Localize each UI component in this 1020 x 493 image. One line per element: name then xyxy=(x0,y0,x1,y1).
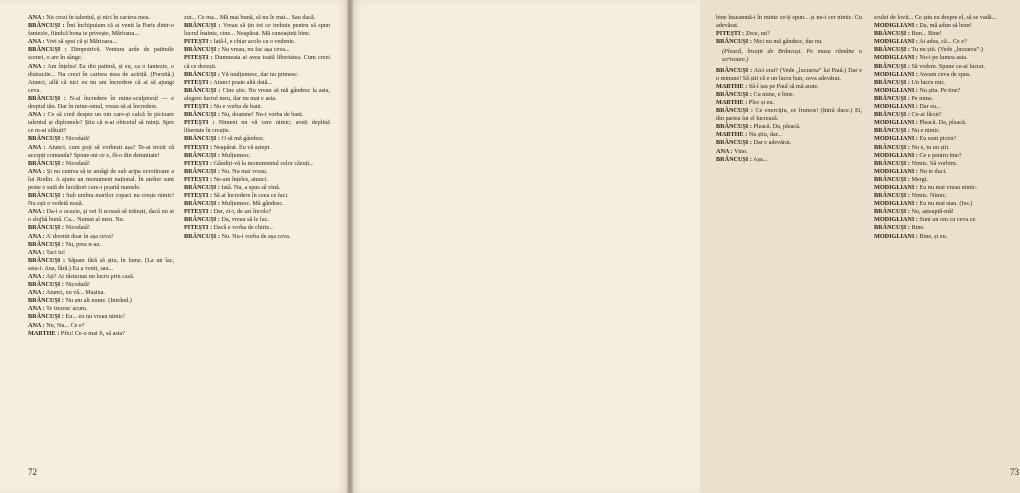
dialogue-line xyxy=(716,14,862,30)
dialogue-line xyxy=(874,160,1020,168)
dialogue-text: Iată-l, e chiar acolo ca o vedenie. xyxy=(213,38,296,46)
speaker-name: PITEȘTI : xyxy=(184,192,213,200)
dialogue-text: Ați? Ai răsturnat un lucru prin casă. xyxy=(45,273,135,280)
speaker-name: BRÂNCUȘI : xyxy=(184,111,220,119)
dialogue-text: Nicodată! xyxy=(65,281,90,289)
speaker-name: ANA : xyxy=(28,14,45,21)
speaker-name: ANA : xyxy=(716,147,733,155)
speaker-name: BRÂNCUȘI : xyxy=(874,111,910,119)
dialogue-line xyxy=(28,168,174,192)
dialogue-text: Da-i o ocazie, și vei fi scoasă să trăiești, dacă nu ai o slujbă bună. Ca... Numai al meu. Nu. xyxy=(28,208,175,224)
dialogue-text: Nu e vorba de bani. xyxy=(213,103,263,111)
dialogue-line xyxy=(184,168,330,176)
speaker-name: BRÂNCUȘI : xyxy=(716,90,752,98)
dialogue-line xyxy=(716,67,862,83)
dialogue-text: Îmi închipuiam că ai venit la Paris dintr-o fantezie, fiindcă bona te privește, Mărioara... xyxy=(28,22,175,38)
dialogue-text: Aveam ceva de spus. xyxy=(919,70,971,78)
speaker-name: BRÂNCUȘI : xyxy=(874,127,910,135)
speaker-name: BRÂNCUȘI : xyxy=(28,240,64,248)
dialogue-text: Nu te duci. xyxy=(919,167,947,175)
speaker-name: ANA : xyxy=(28,111,46,119)
speaker-name: BRÂNCUȘI : xyxy=(184,183,220,191)
dialogue-text: Mulțumesc. Mă gândesc. xyxy=(221,200,284,208)
speaker-name: PITEȘTI : xyxy=(184,119,215,127)
speaker-name: BRÂNCUȘI : xyxy=(28,313,64,321)
dialogue-text: Nicodată! xyxy=(65,224,90,232)
dialogue-line xyxy=(28,111,174,135)
dialogue-text: Ce exercițiu, ce frumos! (Intră duce.) Ei, din partea lui el lucrează. xyxy=(716,107,862,123)
dialogue-line xyxy=(28,330,174,338)
dialogue-line xyxy=(28,135,174,143)
dialogue-line xyxy=(28,95,174,111)
speaker-name: ANA : xyxy=(28,62,46,70)
speaker-name: ANA : xyxy=(28,305,45,313)
dialogue-text: Aici erai? (Vede „lucrarea” lui Paul.) Dar e o minune! Să știi că e un lucru bun, ceva adevărat. xyxy=(716,66,862,82)
dialogue-text: Nu am alt nume. (Intrând.) xyxy=(65,297,132,305)
dialogue-text: Așa... xyxy=(753,155,768,163)
dialogue-text: Nicodată! xyxy=(65,135,90,143)
dialogue-line xyxy=(184,135,330,143)
dialogue-text: Nu-i pe lumea asta. xyxy=(919,54,968,62)
right-page xyxy=(350,0,1019,493)
dialogue-line xyxy=(184,87,330,103)
book-gutter xyxy=(347,0,353,493)
speaker-name: BRÂNCUȘI : xyxy=(184,22,221,30)
dialogue-text: Vrei să spui că și Mărioara... xyxy=(46,38,117,46)
dialogue-line xyxy=(874,208,1020,216)
dialogue-text: Ai adus, că... Ce e? xyxy=(919,38,967,46)
speaker-name: BRÂNCUȘI : xyxy=(716,123,752,131)
dialogue-text: Da, mă adun să bem! xyxy=(919,22,972,30)
speaker-name: PITEȘTI : xyxy=(184,54,213,62)
dialogue-text: Mulțumesc. xyxy=(221,151,251,159)
dialogue-text: Da, vreau să le fac. xyxy=(221,216,269,224)
dialogue-text: Atunci, eu vă... Mașina. xyxy=(45,289,106,297)
dialogue-line xyxy=(874,103,1020,111)
speaker-name: BRÂNCUȘI : xyxy=(184,216,220,224)
speaker-name: BRÂNCUȘI : xyxy=(28,192,65,200)
speaker-name: BRÂNCUȘI : xyxy=(28,46,67,54)
dialogue-text: Dar eu... xyxy=(919,103,941,111)
dialogue-line xyxy=(874,233,1020,241)
speaker-name: MODIGLIANI : xyxy=(874,151,918,159)
speaker-name: BRÂNCUȘI : xyxy=(716,107,753,115)
dialogue-line xyxy=(716,48,862,64)
dialogue-line xyxy=(184,200,330,208)
dialogue-text: Ce să cred despre un om care-și calcă în picioare talentul și diplomele? Știu că n-ai obiceiul să minți. Spre ce m-ai sfătuit? xyxy=(28,111,174,135)
dialogue-text: Vreau să țin tot ce trebuie pentru să spun lucrul înainte, cine... Neapărat. Mă cunoașteți bine. xyxy=(184,22,330,38)
dialogue-text: Nimic. Nimic. xyxy=(911,192,948,200)
dialogue-text: Nu crezi în talentul, și nici în cariera mea. xyxy=(46,14,150,21)
dialogue-line xyxy=(874,111,1020,119)
speaker-name: BRÂNCUȘI : xyxy=(716,66,753,74)
speaker-name: MODIGLIANI : xyxy=(874,200,918,208)
dialogue-text: sculei de lovit... Ce știu eu despre el, să se vadă... xyxy=(874,14,997,21)
dialogue-text: N-ai încredere în mine-sculptorul — e dreptul tău. Dar în mine-omul, vreau să ai încredere. xyxy=(28,94,174,111)
speaker-name: BRÂNCUȘI : xyxy=(874,78,910,86)
dialogue-text: Zece, nu? xyxy=(745,30,770,38)
speaker-name: BRÂNCUȘI : xyxy=(28,22,65,30)
dialogue-text: Bine, și eu. xyxy=(919,232,948,240)
speaker-name: BRÂNCUȘI : xyxy=(184,200,220,208)
dialogue-text: Dar, zi-i, de azi încolo? xyxy=(213,208,272,216)
dialogue-text: Pleacă. Da, pleacă. xyxy=(753,123,801,131)
dialogue-text: Eu sunt pictor! xyxy=(919,135,957,143)
dialogue-text: Eu nu mai stau. (Ies.) xyxy=(919,200,973,208)
speaker-name: BRÂNCUȘI : xyxy=(874,94,910,102)
dialogue-line xyxy=(874,152,1020,160)
dialogue-text: Dacă e vorba de chirie... xyxy=(213,224,274,232)
dialogue-line xyxy=(28,224,174,232)
dialogue-line xyxy=(28,281,174,289)
speaker-name: MODIGLIANI : xyxy=(874,70,918,78)
dialogue-line xyxy=(184,103,330,111)
dialogue-line xyxy=(184,216,330,224)
dialogue-line xyxy=(716,38,862,46)
dialogue-text: Ce-ai făcut? xyxy=(911,111,942,119)
dialogue-text: Cu mine, e bine. xyxy=(753,90,795,98)
dialogue-text: Am înțeles! Ea din patimă, și eu, ca o fantezie, o distractie... Nu crezi în cariera mea de actriță. (Pornită.) Atunci, află că nici eu nu am încredere că ai să ajungi ceva. xyxy=(28,62,174,94)
dialogue-line xyxy=(716,156,862,164)
speaker-name: BRÂNCUȘI : xyxy=(184,151,220,159)
dialogue-line xyxy=(28,14,174,22)
left-page xyxy=(0,0,350,493)
dialogue-line xyxy=(28,241,174,249)
dialogue-line xyxy=(716,99,862,107)
speaker-name: BRÂNCUȘI : xyxy=(28,256,66,264)
dialogue-text: bine înseamnă-i în minte ce-ți spun... și nu-i cer nimic. Cu adevărat. xyxy=(716,14,862,30)
speaker-name: MARTHE : xyxy=(716,98,748,106)
dialogue-line xyxy=(716,107,862,123)
dialogue-line xyxy=(28,313,174,321)
speaker-name: BRÂNCUȘI : xyxy=(874,224,910,232)
dialogue-line xyxy=(874,168,1020,176)
speaker-name: BRÂNCUȘI : xyxy=(184,135,220,143)
dialogue-line xyxy=(184,46,330,54)
speaker-name: MODIGLIANI : xyxy=(874,232,918,240)
dialogue-line xyxy=(184,160,330,168)
dialogue-line xyxy=(874,14,1020,22)
dialogue-line xyxy=(28,63,174,95)
dialogue-line xyxy=(874,144,1020,152)
dialogue-text: Pfiu! Ce-o mai fi, să asta? xyxy=(60,329,126,337)
dialogue-text: Atunci poate altă dată... xyxy=(213,78,273,86)
dialogue-line xyxy=(874,192,1020,200)
dialogue-line xyxy=(184,79,330,87)
speaker-name: BRÂNCUȘI : xyxy=(184,86,221,94)
dialogue-line xyxy=(28,46,174,62)
dialogue-text: Cine știe. Nu vreau să mă gândesc la asta, alegem lucrul meu, dar nu mai e asta. xyxy=(184,86,331,102)
dialogue-line xyxy=(28,144,174,160)
stage-direction: (Pleacă, însoțit de Brâncuși. Pe masa rămâne o scrisoare.) xyxy=(722,48,862,64)
dialogue-line xyxy=(28,22,174,38)
dialogue-text: Ce e pentru tine? xyxy=(919,151,962,159)
dialogue-text: Vă mulțumesc, dar nu primesc. xyxy=(221,70,299,78)
dialogue-text: Atunci, cum poți să vorbești așa? Te-ai trezit că accepți comanda? Spune-mi ce e, fă-o din demnitate! xyxy=(28,143,174,159)
dialogue-line xyxy=(28,233,174,241)
speaker-name: MODIGLIANI : xyxy=(874,183,918,191)
speaker-name: PITEȘTI : xyxy=(184,38,213,46)
speaker-name: BRÂNCUȘI : xyxy=(184,70,220,78)
right-page-column-2 xyxy=(874,14,1020,460)
dialogue-line xyxy=(28,257,174,273)
right-page-number: 73 xyxy=(1010,467,1019,477)
left-page-column-2 xyxy=(184,14,330,460)
speaker-name: PITEȘTI : xyxy=(184,78,213,86)
speaker-name: BRÂNCUȘI : xyxy=(184,232,220,240)
left-page-number: 72 xyxy=(28,467,37,477)
dialogue-line xyxy=(716,139,862,147)
dialogue-text: Nu știu, dar... xyxy=(748,131,783,139)
dialogue-line xyxy=(874,22,1020,30)
dialogue-line xyxy=(184,71,330,79)
dialogue-text: Bun... Bine! xyxy=(911,30,942,38)
dialogue-line xyxy=(184,22,330,38)
dialogue-text: O să mă gândesc. xyxy=(221,135,265,143)
dialogue-line xyxy=(874,54,1020,62)
dialogue-line xyxy=(184,192,330,200)
dialogue-line xyxy=(874,87,1020,95)
speaker-name: PITEȘTI : xyxy=(184,103,213,111)
dialogue-text: Nimic. Să vorbim. xyxy=(911,159,958,167)
dialogue-line xyxy=(28,249,174,257)
dialogue-text: Și nu cumva să te amăgi de sub aripa ocrotitoare a lui Rodin. A ajuns un monument național. În atelier sunt peste o sută de lucrători care-i poartă numele. xyxy=(28,167,174,191)
dialogue-text: Dimpotrivă. Ventura arde de patimile scenei, o are în sânge. xyxy=(28,46,174,62)
dialogue-line xyxy=(874,184,1020,192)
dialogue-line xyxy=(874,71,1020,79)
dialogue-text: Nu, prea n-au. xyxy=(65,240,101,248)
speaker-name: PITEȘTI : xyxy=(184,175,213,183)
speaker-name: BRÂNCUȘI : xyxy=(716,155,752,163)
speaker-name: PITEȘTI : xyxy=(716,30,745,38)
speaker-name: MODIGLIANI : xyxy=(874,167,918,175)
dialogue-line xyxy=(28,208,174,224)
dialogue-text: Eu... eu nu vreau nimic! xyxy=(65,313,126,321)
dialogue-line xyxy=(184,224,330,232)
speaker-name: PITEȘTI : xyxy=(184,159,213,167)
dialogue-text: A' dormit doar în așa ceva? xyxy=(45,232,114,240)
dialogue-text: Neapărat. Eu vă aștept. xyxy=(213,143,271,151)
dialogue-text: Nu. Nu mai vreau. xyxy=(221,167,268,175)
speaker-name: BRÂNCUȘI : xyxy=(716,38,752,46)
speaker-name: BRÂNCUȘI : xyxy=(28,135,64,143)
dialogue-text: Nu, Nu... Ce e? xyxy=(46,321,85,329)
dialogue-text: Săpam fără să știu, în lume. (La un lac, asta-i: Ana, fără.) Ea a venit, sau... xyxy=(28,256,175,272)
speaker-name: MARTHE : xyxy=(716,82,748,90)
left-page-column-1 xyxy=(28,14,174,460)
dialogue-text: Mergi. xyxy=(911,175,929,183)
speaker-name: BRÂNCUȘI : xyxy=(874,46,910,54)
speaker-name: BRÂNCUȘI : xyxy=(184,46,220,54)
dialogue-line xyxy=(184,14,330,22)
dialogue-text: Nu, doamne! Nu-i vorba de bani. xyxy=(221,111,304,119)
dialogue-text: Nu e, tu nu știi. xyxy=(911,143,950,151)
dialogue-line xyxy=(184,152,330,160)
speaker-name: ANA : xyxy=(28,232,45,240)
dialogue-line xyxy=(716,83,862,91)
dialogue-line xyxy=(28,192,174,208)
dialogue-text: Vino. xyxy=(734,147,748,155)
dialogue-text: Tu nu știi. (Vede „lucrarea”.) xyxy=(911,46,983,54)
dialogue-text: zut... Ce ma... Mă mai bună, să nu le mai... Sau dacă. xyxy=(184,14,316,21)
speaker-name: ANA : xyxy=(28,38,45,46)
dialogue-text: Să vedem. Spune ce-ai lucrat. xyxy=(911,62,986,70)
dialogue-text: Dar e adevărat. xyxy=(753,139,792,147)
speaker-name: BRÂNCUȘI : xyxy=(874,175,910,183)
dialogue-text: Bine. xyxy=(911,224,925,232)
dialogue-text: Taci tu! xyxy=(46,248,66,256)
dialogue-line xyxy=(874,127,1020,135)
dialogue-text: Pe mine. xyxy=(911,94,934,102)
speaker-name: ANA : xyxy=(28,289,45,297)
dialogue-line xyxy=(184,144,330,152)
dialogue-text: Nu vreau, nu fac așa ceva... xyxy=(221,46,290,54)
dialogue-line xyxy=(184,233,330,241)
dialogue-line xyxy=(874,63,1020,71)
dialogue-text: Sub umbra marilor copaci nu crește nimic! Nu ești o vedetă nouă. xyxy=(28,192,175,208)
dialogue-text: Iată. Nu, a spus să vină. xyxy=(221,183,281,191)
speaker-name: MODIGLIANI : xyxy=(874,103,918,111)
speaker-name: BRÂNCUȘI : xyxy=(184,167,220,175)
dialogue-text: Să-l iau pe Paul să mă arate. xyxy=(748,82,819,90)
dialogue-text: Un lucru mic. xyxy=(911,78,946,86)
dialogue-text: Sunt un om cu ceva ce. xyxy=(919,216,977,224)
speaker-name: ANA : xyxy=(28,143,46,151)
dialogue-text: Nu e nimic. xyxy=(911,127,941,135)
speaker-name: ANA : xyxy=(28,248,45,256)
speaker-name: ANA : xyxy=(28,321,45,329)
dialogue-text: Nu știu. Pe tine? xyxy=(919,86,961,94)
dialogue-line xyxy=(184,119,330,135)
speaker-name: BRÂNCUȘI : xyxy=(28,159,64,167)
dialogue-line xyxy=(184,111,330,119)
dialogue-line xyxy=(874,224,1020,232)
speaker-name: ANA : xyxy=(28,273,45,280)
speaker-name: BRÂNCUȘI : xyxy=(28,224,64,232)
dialogue-line xyxy=(874,95,1020,103)
speaker-name: ANA : xyxy=(28,208,45,216)
speaker-name: BRÂNCUȘI : xyxy=(874,192,910,200)
dialogue-text: Nici nu mă gândesc, dar nu. xyxy=(753,38,823,46)
speaker-name: PITEȘTI : xyxy=(184,143,213,151)
dialogue-line xyxy=(28,273,174,281)
speaker-name: MODIGLIANI : xyxy=(874,86,918,94)
speaker-name: BRÂNCUȘI : xyxy=(716,139,752,147)
speaker-name: PITEȘTI : xyxy=(184,224,213,232)
dialogue-text: Pleacă. Da, pleacă. xyxy=(919,119,967,127)
dialogue-line xyxy=(716,123,862,131)
dialogue-text: Să ai încredere în ceea ce faci. xyxy=(213,192,289,200)
right-page-column-1 xyxy=(716,14,862,460)
dialogue-line xyxy=(716,91,862,99)
dialogue-line xyxy=(874,30,1020,38)
speaker-name: BRÂNCUȘI : xyxy=(874,30,910,38)
speaker-name: MODIGLIANI : xyxy=(874,216,918,224)
dialogue-text: Nicodată! xyxy=(65,159,90,167)
dialogue-text: Gândiți-vă la monumentul celor căzuți... xyxy=(213,159,314,167)
speaker-name: BRÂNCUȘI : xyxy=(874,62,910,70)
speaker-name: BRÂNCUȘI : xyxy=(874,143,910,151)
speaker-name: MODIGLIANI : xyxy=(874,22,918,30)
dialogue-text: Ne-am înțeles, atunci. xyxy=(213,175,268,183)
speaker-name: BRÂNCUȘI : xyxy=(874,208,910,216)
dialogue-line xyxy=(184,54,330,70)
dialogue-line xyxy=(28,160,174,168)
dialogue-line xyxy=(184,184,330,192)
dialogue-text: Nu, așteaptă-mă! xyxy=(911,208,954,216)
dialogue-line xyxy=(874,79,1020,87)
dialogue-line xyxy=(28,322,174,330)
dialogue-text: Nu. Nu-i vorba de așa ceva. xyxy=(221,232,291,240)
speaker-name: BRÂNCUȘI : xyxy=(28,94,66,102)
dialogue-text: Eu nu mai vreau nimic. xyxy=(919,183,978,191)
dialogue-line xyxy=(28,297,174,305)
dialogue-line xyxy=(874,46,1020,54)
dialogue-text: Dumneata ai avea toată libertatea. Cum crezi că ce dorești. xyxy=(184,54,331,70)
dialogue-line xyxy=(874,135,1020,143)
speaker-name: MODIGLIANI : xyxy=(874,54,918,62)
dialogue-text: Te trezesc acum. xyxy=(46,305,88,313)
speaker-name: PITEȘTI : xyxy=(184,208,213,216)
speaker-name: BRÂNCUȘI : xyxy=(28,281,64,289)
speaker-name: BRÂNCUȘI : xyxy=(28,297,64,305)
dialogue-text: Nimeni nu vă cere nimic; aveți deplină libertate în creație. xyxy=(184,119,331,135)
speaker-name: MODIGLIANI : xyxy=(874,119,918,127)
dialogue-text: Plec și eu. xyxy=(748,98,775,106)
speaker-name: MARTHE : xyxy=(28,329,60,337)
speaker-name: MODIGLIANI : xyxy=(874,38,918,46)
dialogue-line xyxy=(184,176,330,184)
speaker-name: MODIGLIANI : xyxy=(874,135,918,143)
speaker-name: MARTHE : xyxy=(716,131,748,139)
speaker-name: BRÂNCUȘI : xyxy=(874,159,910,167)
dialogue-line xyxy=(874,176,1020,184)
dialogue-line xyxy=(716,148,862,156)
speaker-name: ANA : xyxy=(28,167,45,175)
